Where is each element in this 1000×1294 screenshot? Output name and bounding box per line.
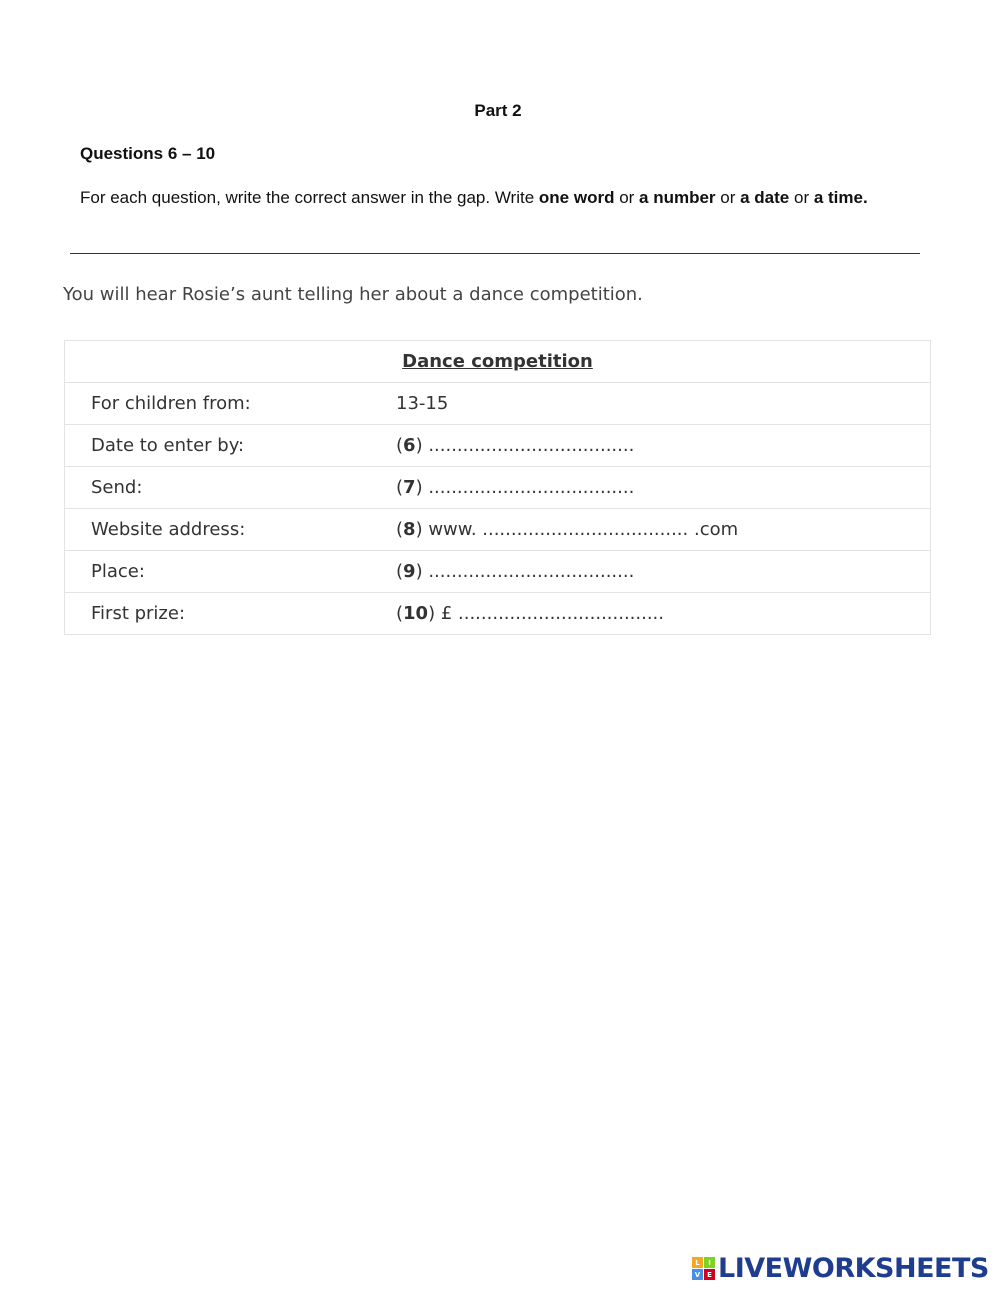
paren-close: ) [428,603,436,624]
divider [70,253,920,254]
paren-close: ) [415,519,423,540]
table-row [65,425,930,467]
answer-gap-6[interactable] [396,435,930,456]
answer-blank: .................................... [422,435,635,456]
table-row [65,509,930,551]
answer-blank: £ .................................... [435,603,665,624]
instructions-text-2: or [614,188,640,207]
table-title: Dance competition [402,351,593,372]
instructions-text-4: or [789,188,814,207]
instructions-text-1: For each question, write the correct answer in the gap. Write [80,188,539,207]
paren-open: ( [396,435,404,456]
question-number: 9 [403,561,416,582]
answer-blank: .................................... [422,561,635,582]
logo-cell: E [704,1269,715,1280]
table-row [65,551,930,593]
paren-open: ( [396,519,404,540]
answer-gap-9[interactable] [396,561,930,582]
row-label: Website address: [91,519,246,540]
question-number: 6 [403,435,416,456]
row-label: Place: [91,561,145,582]
logo-icon [692,1257,715,1280]
paren-open: ( [396,561,404,582]
dance-competition-table [64,340,931,635]
instructions-text-3: or [715,188,741,207]
paren-close: ) [415,561,423,582]
row-label: Date to enter by: [91,435,245,456]
question-number: 10 [403,603,429,624]
logo-cell: V [692,1269,703,1280]
row-value: 13-15 [396,393,449,414]
logo-cell: L [692,1257,703,1268]
paren-open: ( [396,477,404,498]
instructions-bold-date: a date [740,188,790,207]
question-number: 8 [403,519,416,540]
paren-close: ) [415,435,423,456]
row-label: For children from: [91,393,251,414]
liveworksheets-logo [692,1253,989,1284]
instructions-bold-number: a number [639,188,716,207]
paren-close: ) [415,477,423,498]
instructions-bold-one-word: one word [538,188,615,207]
table-row [65,467,930,509]
intro-text: You will hear Rosie’s aunt telling her about a dance competition. [63,284,643,305]
table-row [65,383,930,425]
instructions [80,187,900,208]
question-number: 7 [403,477,416,498]
paren-open: ( [396,603,404,624]
logo-cell: I [704,1257,715,1268]
answer-gap-7[interactable] [396,477,930,498]
row-label: First prize: [91,603,186,624]
row-label: Send: [91,477,143,498]
answer-blank: www. .................................... .com [422,519,739,540]
questions-heading: Questions 6 – 10 [80,144,216,163]
answer-gap-8[interactable] [396,519,930,540]
logo-text: LIVEWORKSHEETS [718,1253,989,1284]
table-row [65,593,930,634]
instructions-bold-time: a time. [813,188,868,207]
table-title-row [65,341,930,383]
part-title: Part 2 [474,101,522,120]
answer-gap-10[interactable] [396,603,930,624]
answer-blank: .................................... [422,477,635,498]
